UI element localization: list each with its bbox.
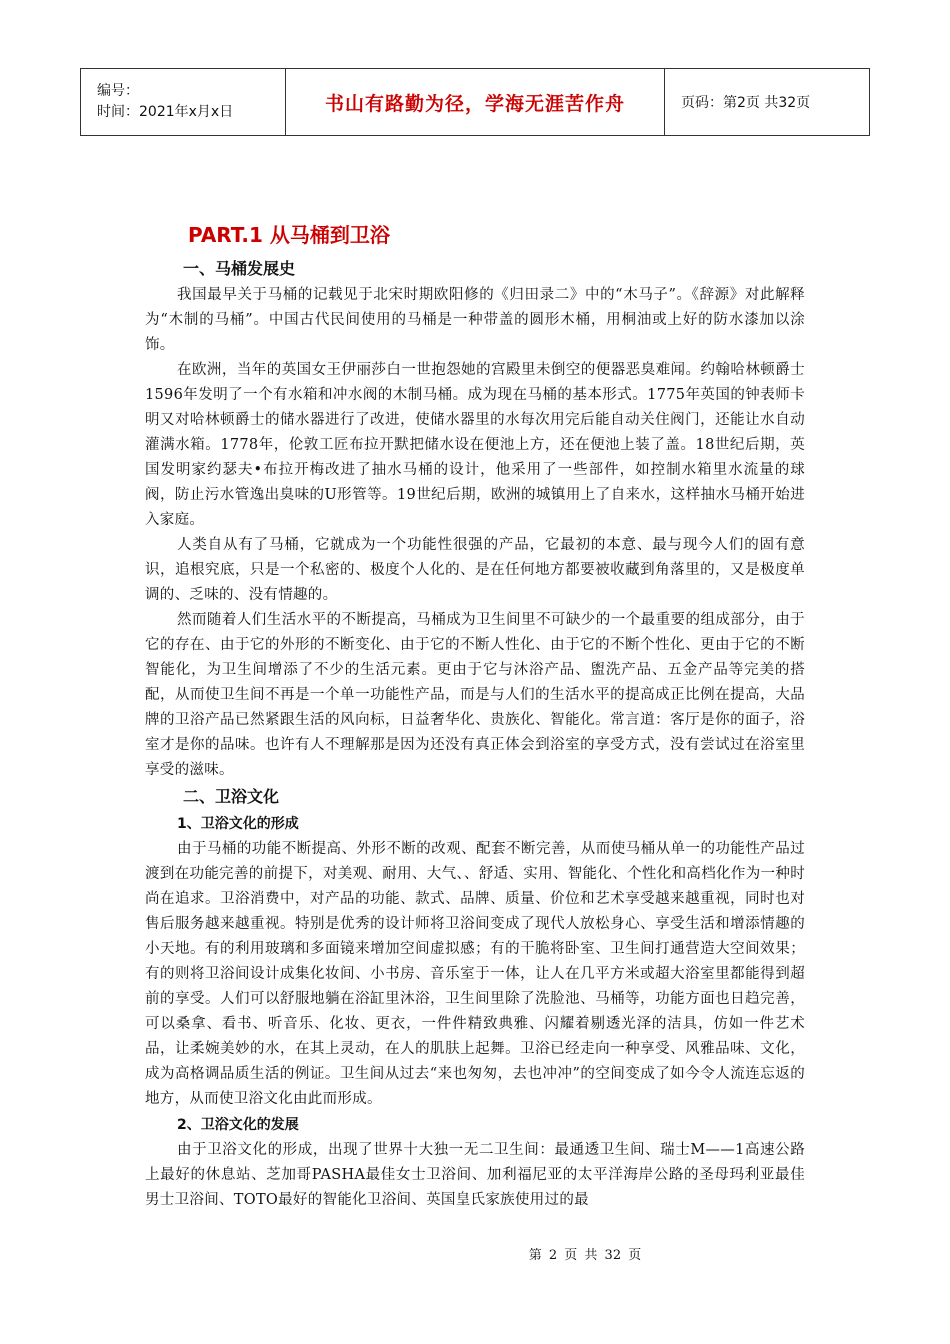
header-meta-cell: [81, 69, 286, 136]
document-number-label: 编号：: [97, 83, 139, 99]
paragraph: 由于卫浴文化的形成，出现了世界十大独一无二卫生间：最通透卫生间、瑞士M——1高速公路上最好的休息站、芝加哥PASHA最佳女士卫浴间、加利福尼亚的太平洋海岸公路的圣母玛利亚最佳男士卫浴间、TOTO最好的智能化卫浴间、英国皇氏家族使用过的最: [145, 1142, 805, 1208]
subsection-heading-development: 2、卫浴文化的发展: [177, 1117, 299, 1133]
header-page-info-cell: [665, 69, 870, 136]
document-body: [145, 215, 805, 1213]
subsection-heading-formation: 1、卫浴文化的形成: [177, 816, 299, 832]
document-date-label: 时间：2021年x月x日: [97, 104, 234, 120]
document-header: [80, 68, 870, 136]
paragraph: 然而随着人们生活水平的不断提高，马桶成为卫生间里不可缺少的一个最重要的组成部分，由于它的存在、由于它的外形的不断变化、由于它的不断人性化、由于它的不断个性化、更由于它的不断智能化，为卫生间增添了不少的生活元素。更由于它与沐浴产品、盥洗产品、五金产品等完美的搭配，从而使卫生间不再是一个单一功能性产品，而是与人们的生活水平的提高成正比例在提高，大品牌的卫浴产品已然紧跟生活的风向标，日益奢华化、贵族化、智能化。常言道：客厅是你的面子，浴室才是你的品味。也许有人不理解那是因为还没有真正体会到浴室的享受方式，没有尝试过在浴室里享受的滋味。: [145, 612, 805, 778]
section-heading-bath-culture: 二、卫浴文化: [183, 787, 280, 806]
page-footer: [0, 1244, 950, 1263]
header-motto: 书山有路勤为径，学海无涯苦作舟: [286, 69, 665, 136]
paragraph: 在欧洲，当年的英国女王伊丽莎白一世抱怨她的宫殿里未倒空的便器恶臭难闻。约翰哈林顿爵士1596年发明了一个有水箱和冲水阀的木制马桶。成为现在马桶的基本形式。1775年英国的钟表师卡明又对哈林顿爵士的储水器进行了改进，使储水器里的水每次用完后能自动关住阀门，还能让水自动灌满水箱。1778年，伦敦工匠布拉开默把储水设在便池上方，还在便池上装了盖。18世纪后期，英国发明家约瑟夫•布拉开梅改进了抽水马桶的设计，他采用了一些部件，如控制水箱里水流量的球阀，防止污水管逸出臭味的U形管等。19世纪后期，欧洲的城镇用上了自来水，这样抽水马桶开始进入家庭。: [145, 362, 805, 528]
footer-page-number: 第 2 页 共 32 页: [528, 1248, 642, 1263]
paragraph: 人类自从有了马桶，它就成为一个功能性很强的产品，它最初的本意、最与现今人们的固有意识，追根究底，只是一个私密的、极度个人化的、是在任何地方都要被收藏到角落里的，又是极度单调的、乏味的、没有情趣的。: [145, 537, 805, 603]
section-heading-toilet-history: 一、马桶发展史: [183, 259, 296, 278]
part-title: PART.1 从马桶到卫浴: [188, 223, 390, 247]
paragraph: 由于马桶的功能不断提高、外形不断的改观、配套不断完善，从而使马桶从单一的功能性产品过渡到在功能完善的前提下，对美观、耐用、大气、、舒适、实用、智能化、个性化和高档化作为一种时尚在追求。卫浴消费中，对产品的功能、款式、品牌、质量、价位和艺术享受越来越重视，同时也对售后服务越来越重视。特别是优秀的设计师将卫浴间变成了现代人放松身心、享受生活和增添情趣的小天地。有的利用玻璃和多面镜来增加空间虚拟感；有的干脆将卧室、卫生间打通营造大空间效果；有的则将卫浴间设计成集化妆间、小书房、音乐室于一体，让人在几平方米或超大浴室里都能得到超前的享受。人们可以舒服地躺在浴缸里沐浴，卫生间里除了洗脸池、马桶等，功能方面也日趋完善，可以桑拿、看书、听音乐、化妆、更衣，一件件精致典雅、闪耀着剔透光泽的洁具，仿如一件艺术品，让柔婉美妙的水，在其上灵动，在人的肌肤上起舞。卫浴已经走向一种享受、风雅品味、文化，成为高格调品质生活的例证。卫生间从过去“来也匆匆，去也冲冲”的空间变成了如今令人流连忘返的地方，从而使卫浴文化由此而形成。: [145, 841, 805, 1107]
paragraph: 我国最早关于马桶的记载见于北宋时期欧阳修的《归田录二》中的“木马子”。《辞源》对此解释为“木制的马桶”。中国古代民间使用的马桶是一种带盖的圆形木桶，用桐油或上好的防水漆加以涂饰。: [145, 287, 805, 353]
header-page-info: 页码：第2页 共32页: [681, 95, 811, 111]
